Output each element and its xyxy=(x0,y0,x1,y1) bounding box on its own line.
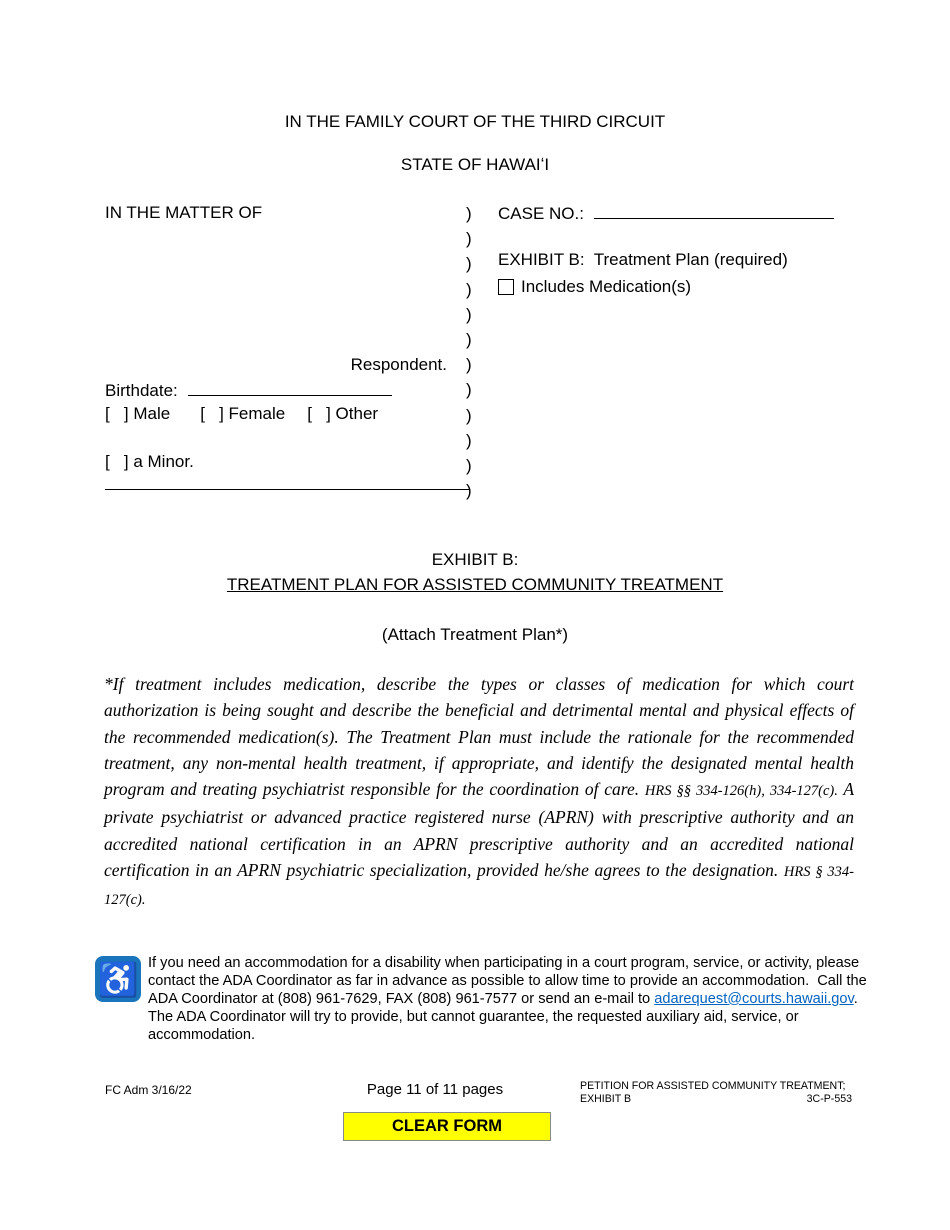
form-code: 3C-P-553 xyxy=(806,1093,852,1105)
statute-citation-2: HRS § 334-127(c). xyxy=(104,864,854,909)
caption-paren: ) xyxy=(466,405,472,425)
gender-row xyxy=(105,404,378,424)
caption-paren: ) xyxy=(466,330,472,350)
caption-divider-line xyxy=(105,489,469,490)
page-number: Page 11 of 11 pages xyxy=(366,1081,504,1098)
footer-title-line2: EXHIBIT B xyxy=(580,1093,632,1105)
caption-paren: ) xyxy=(466,204,472,223)
attach-note: (Attach Treatment Plan*) xyxy=(381,625,569,644)
caption-paren: ) xyxy=(466,355,472,375)
female-checkbox[interactable]: [ ] Female xyxy=(200,404,286,423)
caption-paren: ) xyxy=(466,304,472,324)
form-revision-number: FC Adm 3/16/22 xyxy=(105,1083,192,1097)
footer-document-title xyxy=(580,1080,852,1106)
state-title: STATE OF HAWAIʻI xyxy=(400,155,550,174)
caption-paren: ) xyxy=(466,254,472,274)
instructions-part2: A private psychiatrist or advanced practice registered nurse (APRN) with prescriptive authority and an accredited national certification in an APRN prescriptive authority and an accredited national certification in an APRN psychiatric specialization, provided he/she agrees to the designation. xyxy=(104,779,855,881)
caption-paren: ) xyxy=(466,481,472,501)
caption-paren-column xyxy=(466,201,472,503)
birthdate-label: Birthdate: xyxy=(105,381,178,400)
birthdate-row xyxy=(105,380,392,401)
case-no-field[interactable] xyxy=(594,203,834,219)
instructions-paragraph xyxy=(104,671,854,914)
ada-notice-text-before: If you need an accommodation for a disability when participating in a court program, service, or activity, please contact the ADA Coordinator as far in advance as possible to allow time to provide an accommodation. Call the ADA Coordinator at (808) 961-7629, FAX (808) 961-7577 or send an e-mail to xyxy=(148,955,870,1007)
caption-paren: ) xyxy=(466,279,472,299)
clear-form-button[interactable]: CLEAR FORM xyxy=(343,1112,551,1141)
case-no-label: CASE NO.: xyxy=(498,204,584,223)
caption-paren: ) xyxy=(466,380,472,400)
other-checkbox[interactable]: [ ] Other xyxy=(307,404,379,423)
ada-notice xyxy=(148,955,870,1045)
exhibit-title: EXHIBIT B: xyxy=(431,550,519,569)
accessibility-icon-glyph: ♿ xyxy=(97,960,139,998)
exhibit-b-line: EXHIBIT B: Treatment Plan (required) xyxy=(498,250,788,269)
ada-notice-text-after: . The ADA Coordinator will try to provide, but cannot guarantee, the requested auxiliary aid, service, or accommodation. xyxy=(148,990,866,1043)
caption-paren: ) xyxy=(466,456,472,476)
ada-email-link[interactable]: adarequest@courts.hawaii.gov xyxy=(654,990,854,1007)
court-title: IN THE FAMILY COURT OF THE THIRD CIRCUIT xyxy=(284,112,666,131)
minor-checkbox[interactable]: [ ] a Minor. xyxy=(105,452,194,471)
exhibit-subtitle: TREATMENT PLAN FOR ASSISTED COMMUNITY TREATMENT xyxy=(226,575,724,594)
footer-title-line1: PETITION FOR ASSISTED COMMUNITY TREATMENT; xyxy=(580,1080,846,1092)
respondent-label: Respondent. xyxy=(350,355,447,374)
includes-medication-checkbox[interactable] xyxy=(498,279,514,295)
caption-paren: ) xyxy=(466,430,472,450)
birthdate-field[interactable] xyxy=(188,380,392,396)
case-no-row xyxy=(498,203,834,224)
accessibility-icon xyxy=(95,956,141,1002)
includes-medication-row xyxy=(498,277,691,297)
instructions-part1: *If treatment includes medication, describe the types or classes of medication for which court authorization is being sought and describe the beneficial and detrimental mental and physical effects of the recommended medication(s). The Treatment Plan must include the rationale for the recommended treatment, any non-mental health treatment, if appropriate, and identify the designated mental health program and treating psychiatrist responsible for the coordination of care. xyxy=(104,674,854,800)
male-checkbox[interactable]: [ ] Male xyxy=(105,404,171,423)
matter-of-label: IN THE MATTER OF xyxy=(105,203,263,222)
statute-citation-1: HRS §§ 334-126(h), 334-127(c). xyxy=(644,783,838,800)
caption-paren: ) xyxy=(466,229,472,249)
includes-medication-label: Includes Medication(s) xyxy=(521,277,692,296)
